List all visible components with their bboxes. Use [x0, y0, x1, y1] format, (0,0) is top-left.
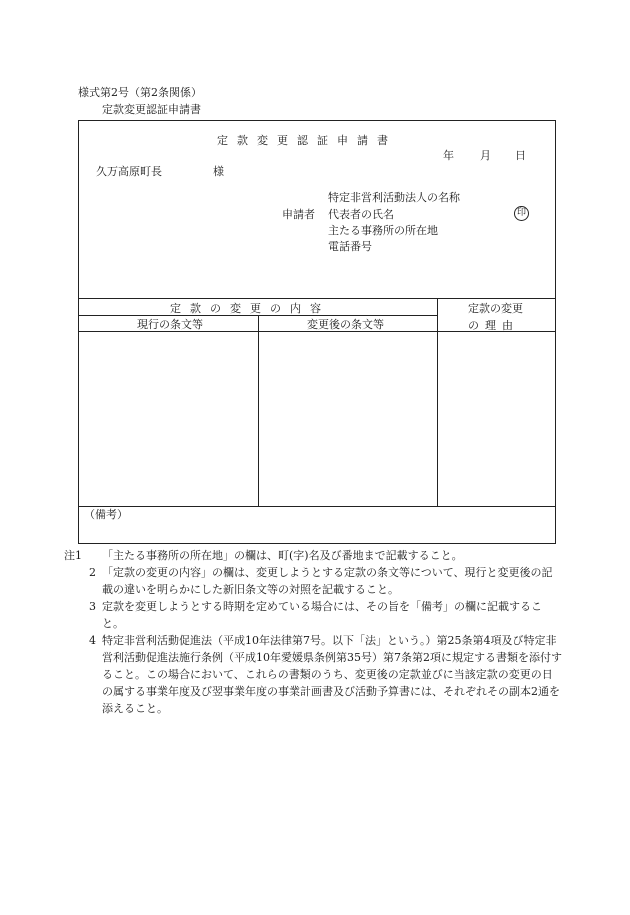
form-number: 様式第2号（第2条関係）	[78, 86, 202, 99]
note-item	[78, 564, 562, 598]
column-divider-2	[437, 298, 438, 506]
notes	[64, 547, 562, 717]
remarks-divider	[78, 506, 556, 507]
note-number: 2	[89, 566, 96, 579]
field-org-name: 特定非営利活動法人の名称	[328, 191, 460, 204]
addressee: 久万高原町長	[96, 165, 162, 178]
note-number: 3	[89, 600, 96, 613]
note-text: 定款を変更しようとする時期を定めている場合には、その旨を「備考」の欄に記載すること。	[102, 600, 542, 630]
note-text: 「定款の変更の内容」の欄は、変更しようとする定款の条文等について、現行と変更後の記載の違いを明らかにした新旧条文等の対照を記載すること。	[102, 566, 553, 596]
honorific: 様	[213, 165, 224, 178]
content-header: 定款の変更の内容	[170, 302, 330, 315]
document-title: 定款変更認証申請書	[217, 134, 397, 147]
note-item	[64, 547, 562, 564]
remarks-label: （備考）	[84, 508, 128, 521]
column-amended-text: 変更後の条文等	[307, 318, 384, 331]
form-name: 定款変更認証申請書	[102, 103, 201, 116]
field-office-address: 主たる事務所の所在地	[328, 224, 438, 237]
date-day: 日	[515, 149, 526, 162]
field-phone: 電話番号	[328, 240, 372, 253]
note-item	[78, 632, 562, 717]
field-representative: 代表者の氏名	[328, 208, 394, 221]
reason-header-line1: 定款の変更	[468, 302, 523, 315]
section-divider	[78, 298, 556, 299]
reason-header-line2: の理由	[468, 319, 519, 332]
seal-mark: 印	[514, 206, 529, 221]
column-divider-1	[258, 315, 259, 506]
date-month: 月	[480, 149, 491, 162]
note-number: 4	[89, 634, 96, 647]
note-text: 特定非営利活動促進法（平成10年法律第7号。以下「法」という。）第25条第4項及び特定非営利活動促進法施行条例（平成10年愛媛県条例第35号）第7条第2項に規定する書類を添付すること。この場合において、これらの書類のうち、変更後の定款並びに当該定款の変更の日の属する事業年度及び翌事業年度の事業計画書及び活動予算書には、それぞれその副本2通を添えること。	[102, 634, 562, 715]
note-item	[78, 598, 562, 632]
note-text: 「主たる事務所の所在地」の欄は、町(字)名及び番地まで記載すること。	[102, 549, 463, 562]
applicant-label: 申請者	[282, 208, 315, 221]
date-year: 年	[443, 149, 454, 162]
column-current-text: 現行の条文等	[137, 318, 203, 331]
note-number: 注1	[64, 549, 82, 562]
